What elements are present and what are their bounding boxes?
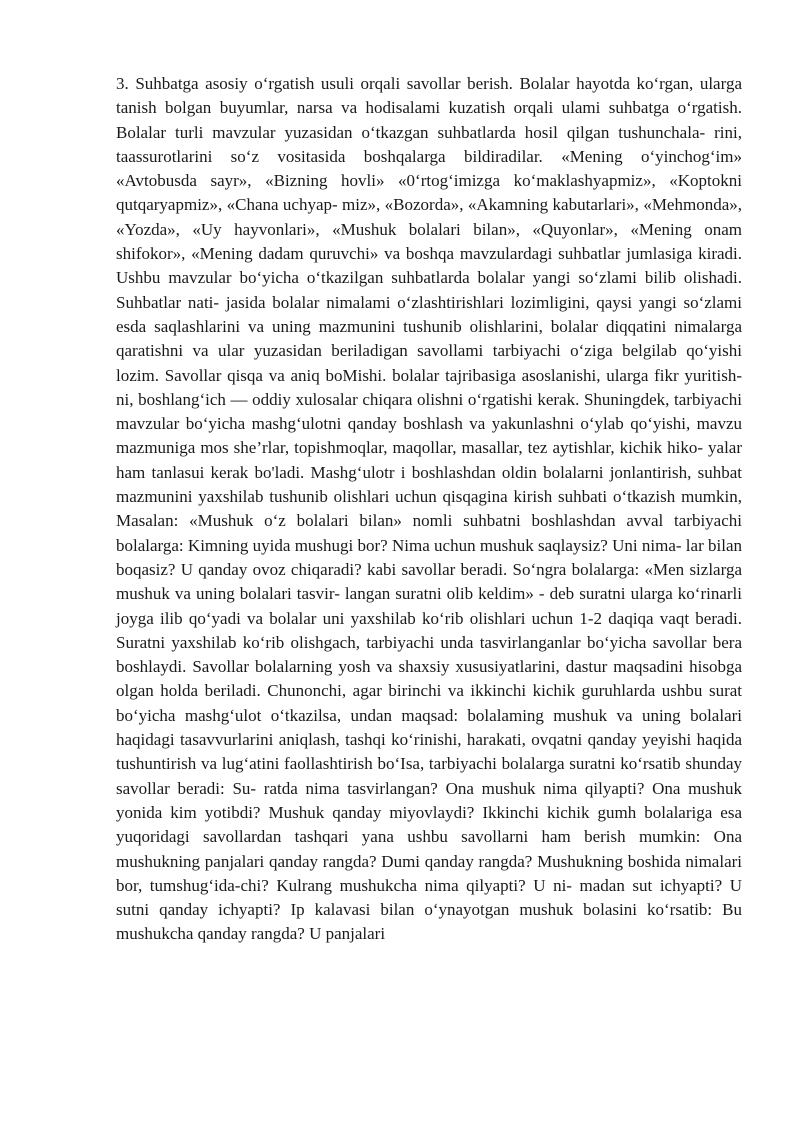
document-page — [116, 72, 742, 947]
body-paragraph: 3. Suhbatga asosiy o‘rgatish usuli orqali savollar berish. Bolalar hayotda ko‘rgan, ularga tanish bolgan buyumlar, narsa va hodisalami kuzatish orqali ulami suhbatga o‘rgatish. Bolalar turli mavzular yuzasidan o‘tkazgan suhbatlarda hosil qilgan tushunchala- rini, taassurotlarini so‘z vositasida boshqalarga bildiradilar. «Mening o‘yinchog‘im» «Avtobusda sayr», «Bizning hovli» «0‘rtog‘imizga ko‘maklashyapmiz», «Koptokni qutqaryapmiz», «Chana uchyap- miz», «Bozorda», «Akamning kabutarlari», «Mehmonda», «Yozda», «Uy hayvonlari», «Mushuk bolalari bilan», «Quyonlar», «Mening onam shifokor», «Mening dadam quruvchi» va boshqa mavzulardagi suhbatlar jumlasiga kiradi. Ushbu mavzular bo‘yicha o‘tkazilgan suhbatlarda bolalar yangi so‘zlami bilib olishadi. Suhbatlar nati- jasida bolalar nimalami o‘zlashtirishlari lozimligini, qaysi yangi so‘zlami esda saqlashlarini va uning mazmunini tushunib olishlarini, bolalar diqqatini nimalarga qaratishni va ular yuzasidan beriladigan savollami tarbiyachi o‘ziga belgilab qo‘yishi lozim. Savollar qisqa va aniq boMishi. bolalar tajribasiga asoslanishi, ularga fikr yuritish- ni, boshlang‘ich — oddiy xulosalar chiqara olishni o‘rgatishi kerak. Shuningdek, tarbiyachi mavzular bo‘yicha mashg‘ulotni qanday boshlash va yakunlashni o‘ylab qo‘yishi, mavzu mazmuniga mos she’rlar, topishmoqlar, maqollar, masallar, tez aytishlar, kichik hiko- yalar ham tanlasui kerak bo'ladi. Mashg‘ulotr i boshlashdan oldin bolalarni jonlantirish, suhbat mazmunini yaxshilab tushunib olishlari uchun qisqagina kirish suhbati o‘tkazish mumkin, Masalan: «Mushuk o‘z bolalari bilan» nomli suhbatni boshlashdan avval tarbiyachi bolalarga: Kimning uyida mushugi bor? Nima uchun mushuk saqlaysiz? Uni nima- lar bilan boqasiz? U qanday ovoz chiqaradi? kabi savollar beradi. So‘ngra bolalarga: «Men sizlarga mushuk va uning bolalari tasvir- langan suratni olib keldim» - deb suratni ularga ko‘rinarli joyga ilib qo‘yadi va bolalar uni yaxshilab ko‘rib olishlari uchun 1-2 daqiqa vaqt beradi. Suratni yaxshilab ko‘rib olishgach, tarbiyachi unda tasvirlanganlar bo‘yicha savollar bera boshlaydi. Savollar bolalarning yosh va shaxsiy xususiyatlarini, dastur maqsadini hisobga olgan holda beriladi. Chunonchi, agar birinchi va ikkinchi kichik guruhlarda ushbu surat bo‘yicha mashg‘ulot o‘tkazilsa, undan maqsad: bolalaming mushuk va uning bolalari haqidagi tasavvurlarini aniqlash, tashqi ko‘rinishi, harakati, ovqatni qanday yeyishi haqida tushuntirish va lug‘atini faollashtirish bo‘Isa, tarbiyachi bolalarga suratni ko‘rsatib shunday savollar beradi: Su- ratda nima tasvirlangan? Ona mushuk nima qilyapti? Ona mushuk yonida kim yotibdi? Mushuk qanday miyovlaydi? Ikkinchi kichik gumh bolalariga esa yuqoridagi savollardan tashqari yana ushbu savollarni ham berish mumkin: Ona mushukning panjalari qanday rangda? Dumi qanday rangda? Mushukning boshida nimalari bor, tumshug‘ida-chi? Kulrang mushukcha nima qilyapti? U ni- madan sut ichyapti? U sutni qanday ichyapti? Ip kalavasi bilan o‘ynayotgan mushuk bolasini ko‘rsatib: Bu mushukcha qanday rangda? U panjalari — [116, 74, 742, 944]
